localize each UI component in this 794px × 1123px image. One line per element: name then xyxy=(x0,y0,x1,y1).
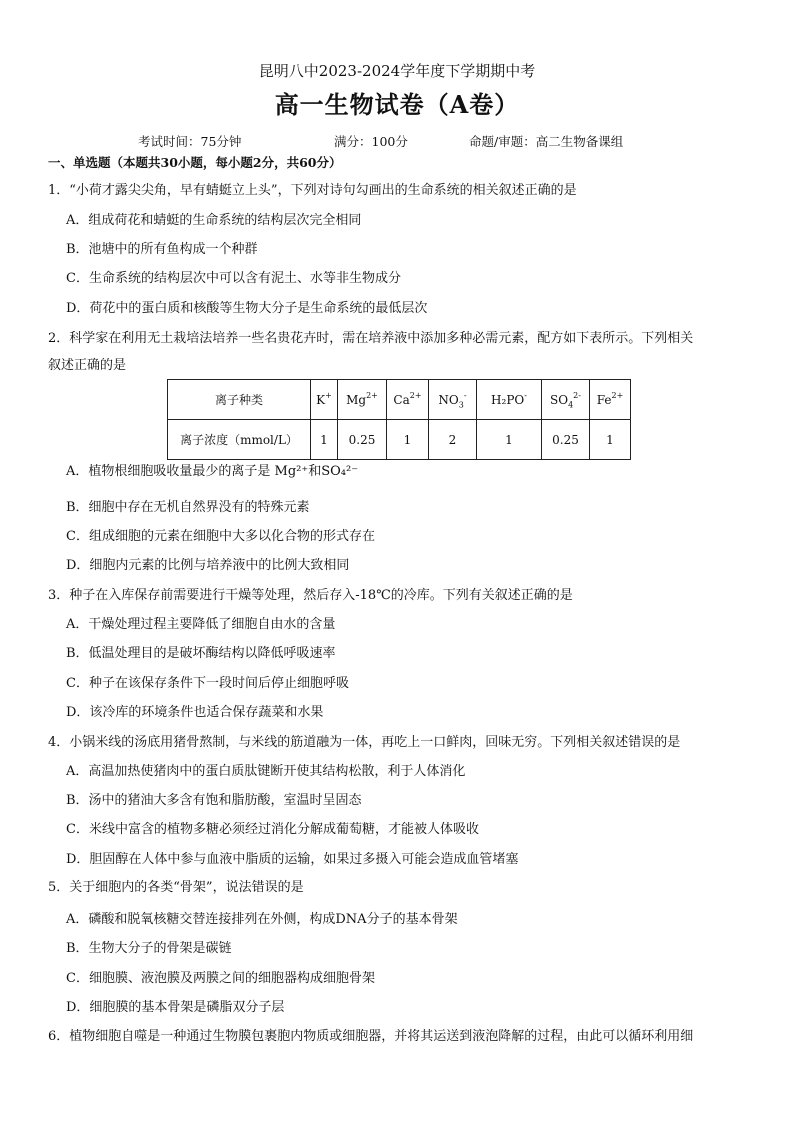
full-score: 满分：100分 xyxy=(334,134,408,149)
ion-symbol: H₂PO xyxy=(491,392,525,407)
ion-charge: - xyxy=(524,390,527,400)
table-cell: 0.25 xyxy=(338,420,387,460)
table-cell: 1 xyxy=(477,420,542,460)
table-row-label: 离子浓度（mmol/L） xyxy=(168,420,311,460)
page-title: 高一生物试卷（A卷） xyxy=(274,90,520,119)
question-5-option-a: A．磷酸和脱氧核糖交替连接排列在外侧，构成DNA分子的基本骨架 xyxy=(66,912,458,927)
question-3-option-c: C．种子在该保存条件下一段时间后停止细胞呼吸 xyxy=(66,676,349,691)
ion-charge: 2+ xyxy=(611,390,624,400)
question-4-option-b: B．汤中的猪油大多含有饱和脂肪酸，室温时呈固态 xyxy=(66,793,362,808)
question-3-option-a: A．干燥处理过程主要降低了细胞自由水的含量 xyxy=(66,617,336,632)
ion-header-no3 xyxy=(429,380,477,420)
table-row xyxy=(168,420,631,460)
question-2-option-d: D．细胞内元素的比例与培养液中的比例大致相同 xyxy=(66,558,350,573)
ion-symbol: SO xyxy=(550,392,569,407)
ion-symbol: Fe xyxy=(596,392,612,407)
setter-info: 命题/审题：高二生物备课组 xyxy=(469,134,624,149)
question-1-option-c: C．生命系统的结构层次中可以含有泥土、水等非生物成分 xyxy=(66,271,401,286)
ion-symbol: Mg xyxy=(346,392,367,407)
ion-symbol: K xyxy=(316,392,326,407)
table-cell: 1 xyxy=(387,420,429,460)
ion-subscript: 4 xyxy=(568,399,574,409)
ion-symbol: Ca xyxy=(393,392,410,407)
ion-charge: - xyxy=(463,390,467,400)
question-4-stem: 4．小锅米线的汤底用猪骨熬制，与米线的筋道融为一体，再吃上一口鲜肉，回味无穷。下列相关叙述错误的是 xyxy=(48,735,681,750)
question-1-option-d: D．荷花中的蛋白质和核酸等生物大分子是生命系统的最低层次 xyxy=(66,301,428,316)
table-row xyxy=(168,380,631,420)
question-2-option-a: A．植物根细胞吸收量最少的离子是 Mg²⁺和SO₄²⁻ xyxy=(66,464,359,479)
question-2-stem-line2: 叙述正确的是 xyxy=(48,358,127,373)
section-heading: 一、单选题（本题共30小题，每小题2分，共60分） xyxy=(48,155,342,170)
ion-header-ca xyxy=(387,380,429,420)
ion-charge: 2- xyxy=(573,390,581,400)
question-1-option-a: A．组成荷花和蜻蜓的生命系统的结构层次完全相同 xyxy=(66,213,362,228)
question-5-option-d: D．细胞膜的基本骨架是磷脂双分子层 xyxy=(66,1000,285,1015)
table-cell: 1 xyxy=(590,420,631,460)
school-header: 昆明八中2023-2024学年度下学期期中考 xyxy=(258,62,536,80)
ion-header-k xyxy=(311,380,338,420)
question-4-option-a: A．高温加热使猪肉中的蛋白质肽键断开使其结构松散，利于人体消化 xyxy=(66,764,466,779)
question-5-option-c: C．细胞膜、液泡膜及两膜之间的细胞器构成细胞骨架 xyxy=(66,971,375,986)
question-6-stem: 6．植物细胞自噬是一种通过生物膜包裹胞内物质或细胞器，并将其运送到液泡降解的过程，由此可以循环利用细 xyxy=(48,1029,694,1044)
table-cell: 2 xyxy=(429,420,477,460)
ion-table xyxy=(167,379,631,460)
question-2-option-c: C．组成细胞的元素在细胞中大多以化合物的形式存在 xyxy=(66,529,375,544)
ion-charge: 2+ xyxy=(409,390,422,400)
exam-time: 考试时间：75分钟 xyxy=(138,134,242,149)
ion-header-mg xyxy=(338,380,387,420)
question-1-stem: 1．“小荷才露尖尖角，早有蜻蜓立上头”，下列对诗句勾画出的生命系统的相关叙述正确的是 xyxy=(48,183,577,198)
table-header-cell: 离子种类 xyxy=(168,380,311,420)
question-3-stem: 3．种子在入库保存前需要进行干燥等处理，然后存入-18℃的冷库。下列有关叙述正确的是 xyxy=(48,588,573,603)
ion-subscript: 3 xyxy=(458,399,464,409)
ion-charge: + xyxy=(325,390,332,400)
table-cell: 0.25 xyxy=(542,420,590,460)
question-2-stem-line1: 2．科学家在利用无土栽培法培养一些名贵花卉时，需在培养液中添加多种必需元素，配方如下表所示。下列相关 xyxy=(48,331,694,346)
question-5-option-b: B．生物大分子的骨架是碳链 xyxy=(66,941,232,956)
question-1-option-b: B．池塘中的所有鱼构成一个种群 xyxy=(66,242,258,257)
question-3-option-d: D．该冷库的环境条件也适合保存蔬菜和水果 xyxy=(66,705,324,720)
ion-charge: 2+ xyxy=(366,390,378,400)
ion-symbol: NO xyxy=(438,392,459,407)
question-3-option-b: B．低温处理目的是破坏酶结构以降低呼吸速率 xyxy=(66,646,336,661)
question-4-option-c: C．米线中富含的植物多糖必须经过消化分解成葡萄糖，才能被人体吸收 xyxy=(66,822,479,837)
question-4-option-d: D．胆固醇在人体中参与血液中脂质的运输，如果过多摄入可能会造成血管堵塞 xyxy=(66,852,519,867)
ion-header-so4 xyxy=(542,380,590,420)
table-cell: 1 xyxy=(311,420,338,460)
ion-header-fe xyxy=(590,380,631,420)
ion-header-h2po4 xyxy=(477,380,542,420)
question-2-option-b: B．细胞中存在无机自然界没有的特殊元素 xyxy=(66,500,310,515)
question-5-stem: 5．关于细胞内的各类“骨架”，说法错误的是 xyxy=(48,880,304,895)
